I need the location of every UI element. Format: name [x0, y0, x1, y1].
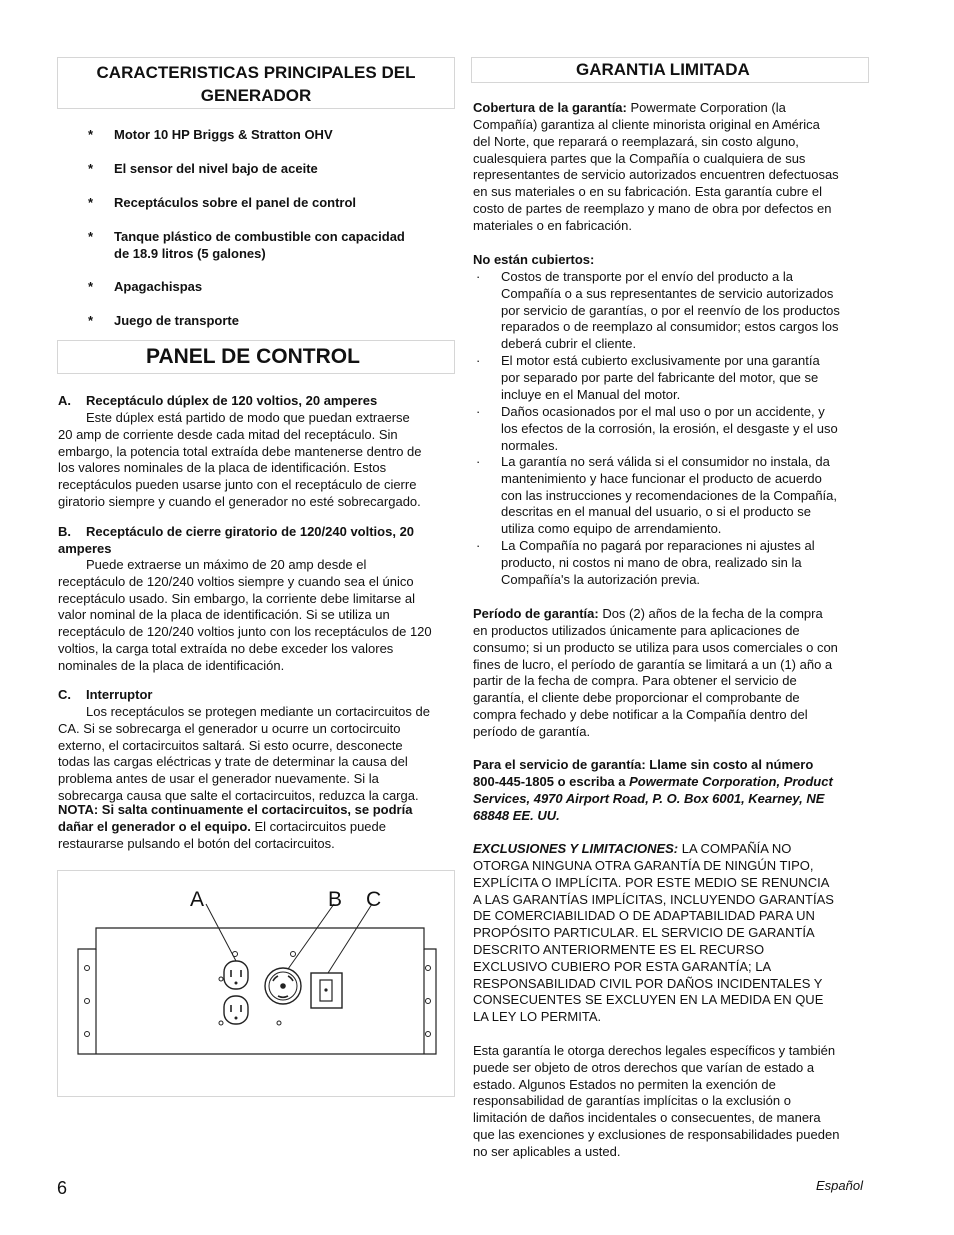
not-covered-line: utiliza como equipo de arrendamiento.: [501, 521, 722, 537]
final-line: estado. Algunos Estados no permiten la exención de: [473, 1076, 776, 1092]
exclusions-line: EXPLÍCITA O IMPLÍCITA. POR ESTE MEDIO SE RENUNCIA: [473, 874, 830, 890]
coverage-line: costo de partes de reemplazo y mano de obra por defectos en: [473, 201, 832, 216]
not-covered-line: incluye en el Manual del motor.: [501, 386, 681, 402]
final-line: limitación de daños incidentales o consecuentes, de manera: [473, 1110, 821, 1126]
exclusions-line: CONSECUENTES SE EXCLUYEN EN LA MEDIDA EN QUE: [473, 992, 824, 1008]
section-c-line: todas las cargas eléctricas y trate de determinar la causa del: [58, 754, 408, 770]
service-line-1: Para el servicio de garantía: Llame sin costo al número: [473, 757, 814, 772]
section-a-label: A.: [58, 393, 71, 408]
not-covered-line: La Compañía no pagará por reparaciones ni ajustes al: [501, 538, 815, 553]
exclusions-line: DE COMERCIABILIDAD O DE ADAPTABILIDAD PARA UN: [473, 908, 815, 924]
section-a-line: los valores nominales de la placa de identificación. Estos: [58, 460, 387, 476]
section-a-line: embargo, la potencia total extraída debe mantenerse dentro de: [58, 443, 422, 459]
feature-item-line: Juego de transporte: [114, 313, 239, 328]
section-b-line: receptáculo usado. Sin embargo, la corriente debe limitarse al: [58, 590, 415, 606]
not-covered-bullet: ·: [476, 454, 481, 469]
warranty-title: GARANTIA LIMITADA: [576, 60, 750, 79]
control-panel-diagram: [58, 871, 454, 1096]
not-covered-line: Compañía o a sus representantes de servicio autorizados: [501, 285, 834, 301]
figure-label-a: A: [190, 888, 205, 911]
section-b-line: voltios, la carga total extraída no debe exceder los valores: [58, 641, 394, 656]
exclusions-line: LA LEY LO PERMITA.: [473, 1009, 602, 1025]
section-c-note-l2: dañar el generador o el equipo. El cortacircuitos puede: [58, 819, 386, 834]
not-covered-line: reparados o de reemplazo al consumidor; estos cargos los: [501, 319, 839, 335]
not-covered-line: producto, ni costos ni mano de obra, realizado sin la: [501, 554, 802, 570]
section-a-line: giratorio siempre y cuando el generador no esté sobrecargado.: [58, 494, 421, 509]
not-covered-bullet: ·: [476, 538, 481, 553]
exclusions-line: RESPONSABILIDAD CIVIL POR DAÑOS INCIDENTALES Y: [473, 975, 823, 991]
section-c-line: problema antes de usar el generador nuevamente. Si la: [58, 771, 379, 787]
exclusions-line: OTORGA NINGUNA OTRA GARANTÍA DE NINGÚN TIPO,: [473, 858, 814, 873]
section-b-line: valor nominal de la placa de identificación. Si se utiliza un: [58, 607, 390, 623]
final-line: que las exenciones y exclusiones de responsabilidades pueden: [473, 1127, 840, 1142]
feature-item-line: Apagachispas: [114, 279, 203, 294]
feature-item-line: Motor 10 HP Briggs & Stratton OHV: [114, 127, 333, 142]
period-line: consumo; si un producto se utiliza para usos comerciales o con: [473, 639, 838, 655]
section-a-line: receptáculos pueden usarse junto con el receptáculo de cierre: [58, 477, 417, 493]
not-covered-bullet: ·: [476, 353, 481, 368]
not-covered-line: descritas en el manual del usuario, o si el producto se: [501, 504, 812, 520]
exclusions-line: A LAS GARANTÍAS IMPLÍCITAS, INCLUYENDO GARANTÍAS: [473, 891, 834, 907]
section-c-line: Los receptáculos se protegen mediante un cortacircuitos de: [86, 704, 430, 719]
section-c-label: C.: [58, 687, 71, 702]
coverage-line: del Norte, que reparará o reemplazará, sin costo alguno,: [473, 133, 799, 149]
feature-bullet: *: [88, 229, 94, 244]
not-covered-line: Costos de transporte por el envío del producto a la: [501, 269, 793, 284]
page-number: 6: [57, 1178, 68, 1198]
exclusions-line: PROPÓSITO PARTICULAR. EL SERVICIO DE GARANTÍA: [473, 925, 815, 941]
section-c-note-l3: restaurarse pulsando el botón del cortacircuitos.: [58, 836, 335, 851]
not-covered-line: La garantía no será válida si el consumidor no instala, da: [501, 454, 830, 469]
period-first-line: Período de garantía: Dos (2) años de la fecha de la compra: [473, 606, 823, 621]
not-covered-line: por servicio de garantías, o por el reenvío de los productos: [501, 302, 840, 318]
features-title: CARACTERISTICAS PRINCIPALES DEL GENERADOR: [96, 63, 416, 105]
period-line: período de garantía.: [473, 723, 591, 739]
section-a-heading: Receptáculo dúplex de 120 voltios, 20 amperes: [86, 393, 378, 408]
period-line: partir de la fecha de compra. Para obtener el servicio de: [473, 673, 797, 689]
not-covered-line: Daños ocasionados por el mal uso o por un accidente, y: [501, 404, 825, 419]
section-b-heading-l1: Receptáculo de cierre giratorio de 120/240 voltios, 20: [86, 524, 415, 539]
coverage-line: Compañía) garantiza al cliente minorista original en América: [473, 117, 820, 132]
coverage-line: materiales o en fabricación.: [473, 217, 632, 233]
not-covered-line: Compañía's la autorización previa.: [501, 571, 701, 587]
service-line-2: 800-445-1805 o escriba a Powermate Corporation, Product: [473, 774, 833, 789]
section-c-note-l1: NOTA: Si salta continuamente el cortacircuitos, se podría: [58, 802, 413, 817]
control-panel-figure-box: [57, 870, 455, 1097]
section-c-line: CA. Si se sobrecarga el generador u ocurre un cortocircuito: [58, 720, 401, 736]
not-covered-bullet: ·: [476, 404, 481, 419]
final-line: puede ser objeto de otros derechos que varían de estado a: [473, 1059, 815, 1075]
not-covered-line: los efectos de la corrosión, la erosión, el desgaste y el uso: [501, 420, 838, 436]
final-line: responsabilidad de garantías implícitas o la exclusión o: [473, 1093, 791, 1109]
section-b-label: B.: [58, 524, 71, 539]
exclusions-line: DESCRITO ANTERIORMENTE ES EL RECURSO: [473, 942, 765, 957]
section-b-line: nominales de la placa de identificación.: [58, 657, 285, 673]
coverage-line: en sus materiales o en su fabricación. Esta garantía cubre el: [473, 184, 823, 200]
features-title-box: [57, 57, 455, 109]
section-c-line: sobrecarga causa que salte el cortacircuitos, reduzca la carga.: [58, 788, 419, 803]
section-c-heading: Interruptor: [86, 687, 153, 702]
feature-bullet: *: [88, 161, 94, 176]
not-covered-line: normales.: [501, 437, 559, 453]
section-b-line: Puede extraerse un máximo de 20 amp desde el: [86, 557, 367, 572]
not-covered-label: No están cubiertos:: [473, 252, 595, 267]
section-b-line: receptáculo de 120/240 voltios junto con los receptáculos de 120: [58, 624, 432, 640]
feature-item-line: Tanque plástico de combustible con capacidad: [114, 229, 405, 244]
section-a-line: 20 amp de corriente desde cada mitad del receptáculo. Sin: [58, 426, 398, 442]
exclusions-line: EXCLUSIVO CUBIERO POR ESTA GARANTÍA; LA: [473, 958, 772, 974]
warranty-title-box: [471, 57, 869, 83]
section-b-line: receptáculo de 120/240 voltios siempre y cuando sea el único: [58, 573, 414, 589]
service-line-4: 68848 EE. UU.: [473, 808, 560, 823]
figure-label-b: B: [328, 888, 343, 911]
exclusions-first-line: EXCLUSIONES Y LIMITACIONES: LA COMPAÑÍA NO: [473, 841, 792, 856]
section-a-line: Este dúplex está partido de modo que puedan extraerse: [86, 410, 410, 425]
language-label: Español: [816, 1178, 863, 1193]
feature-item-line: Receptáculos sobre el panel de control: [114, 195, 357, 210]
feature-item-line: El sensor del nivel bajo de aceite: [114, 161, 318, 176]
service-line-3: Services, 4970 Airport Road, P. O. Box 6001, Kearney, NE: [473, 791, 825, 806]
not-covered-line: mantenimiento y hace funcionar el producto de acuerdo: [501, 470, 822, 486]
final-line: Esta garantía le otorga derechos legales específicos y también: [473, 1043, 836, 1058]
feature-bullet: *: [88, 313, 94, 328]
not-covered-line: deberá cubrir el cliente.: [501, 336, 637, 352]
panel-title: PANEL DE CONTROL: [146, 345, 360, 368]
feature-bullet: *: [88, 279, 94, 294]
feature-bullet: *: [88, 127, 94, 142]
not-covered-bullet: ·: [476, 269, 481, 284]
feature-bullet: *: [88, 195, 94, 210]
panel-title-box: [57, 340, 455, 374]
not-covered-line: con las instrucciones y recomendaciones de la Compañía,: [501, 487, 838, 503]
period-line: fines de lucro, el período de garantía se limitará a un (1) año a: [473, 656, 833, 672]
coverage-first-line: Cobertura de la garantía: Powermate Corporation (la: [473, 100, 786, 115]
section-b-heading-l2: amperes: [58, 541, 112, 556]
not-covered-line: por separado por parte del fabricante del motor, que se: [501, 369, 819, 385]
final-line: no ser aplicables a usted.: [473, 1143, 621, 1159]
coverage-line: representantes de servicio autorizados encuentren defectuosas: [473, 167, 839, 183]
feature-item-line: de 18.9 litros (5 galones): [114, 246, 266, 261]
coverage-line: cualesquiera partes que la Compañía o cualquiera de sus: [473, 150, 806, 166]
period-line: en productos utilizados únicamente para aplicaciones de: [473, 623, 800, 638]
figure-label-c: C: [366, 888, 382, 911]
not-covered-line: El motor está cubierto exclusivamente por una garantía: [501, 353, 820, 368]
section-c-line: externo, el cortacircuitos saltará. Si esto ocurre, desconecte: [58, 737, 403, 753]
period-line: compra fechado y debe notificar a la Compañía dentro del: [473, 707, 808, 722]
period-line: garantía, el cliente debe proporcionar el comprobante de: [473, 690, 800, 706]
